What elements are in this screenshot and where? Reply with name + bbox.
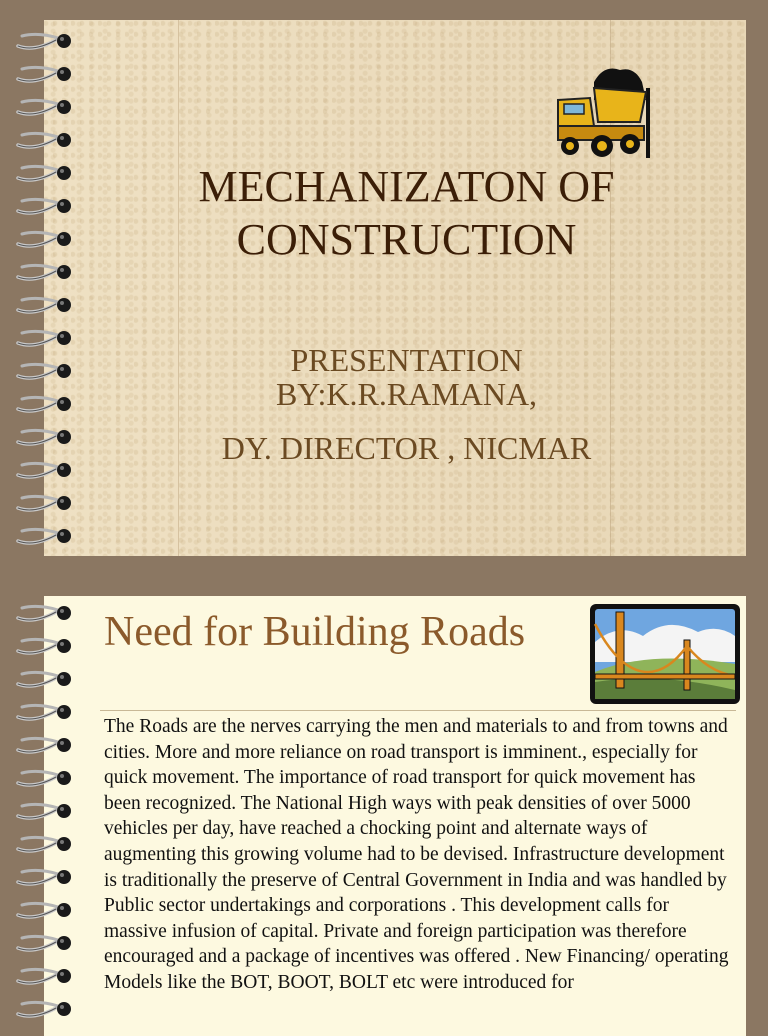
spiral-ring-icon: [14, 998, 76, 1020]
spiral-ring-icon: [14, 327, 76, 349]
spiral-ring-icon: [14, 195, 76, 217]
spiral-ring-icon: [14, 833, 76, 855]
bridge-icon: [588, 602, 742, 706]
title-line-2: CONSTRUCTION: [236, 215, 577, 264]
presenter-role: DY. DIRECTOR , NICMAR: [221, 430, 592, 466]
spiral-ring-icon: [14, 800, 76, 822]
title-line-1: MECHANIZATON OF: [198, 162, 615, 211]
spiral-ring-icon: [14, 228, 76, 250]
spiral-ring-icon: [14, 932, 76, 954]
spiral-ring-icon: [14, 668, 76, 690]
spiral-ring-icon: [14, 96, 76, 118]
spiral-ring-icon: [14, 635, 76, 657]
presenter-block: [164, 343, 649, 411]
slide-1: [44, 20, 746, 556]
spiral-ring-icon: [14, 866, 76, 888]
spiral-ring-icon: [14, 459, 76, 481]
spiral-ring-icon: [14, 426, 76, 448]
spiral-ring-icon: [14, 129, 76, 151]
slide-title: [134, 160, 679, 266]
presenter-line-2: BY:K.R.RAMANA,: [275, 376, 538, 412]
spiral-ring-icon: [14, 734, 76, 756]
spiral-ring-icon: [14, 701, 76, 723]
spiral-ring-icon: [14, 965, 76, 987]
spiral-ring-icon: [14, 899, 76, 921]
spiral-ring-icon: [14, 360, 76, 382]
spiral-ring-icon: [14, 63, 76, 85]
spiral-ring-icon: [14, 294, 76, 316]
spiral-ring-icon: [14, 162, 76, 184]
spiral-ring-icon: [14, 30, 76, 52]
heading-divider: [100, 710, 736, 711]
presenter-line-1: PRESENTATION: [290, 342, 523, 378]
spiral-ring-icon: [14, 525, 76, 547]
paper-line: [178, 20, 179, 556]
spiral-ring-icon: [14, 767, 76, 789]
dump-truck-icon: [554, 60, 654, 160]
body-paragraph: The Roads are the nerves carrying the men and materials to and from towns and cities. More and more reliance on road transport is imminent., especially for quick movement. The importance of road transport for quick movement has been recognized. The National High ways with peak densities of over 5000 vehicles per day, have reached a chocking point and alternate ways of augmenting this growing volume had to be devised. Infrastructure development is traditionally the preserve of Central Government in India and was handled by Public sector undertakings and corporations . This development calls for massive infusion of capital. Private and foreign participation was therefore encouraged and a package of incentives was offered . New Financing/ operating Models like the BOT, BOOT, BOLT etc were introduced for: [104, 716, 729, 993]
slide-heading: Need for Building Roads: [104, 609, 526, 655]
slide-2: [44, 596, 746, 1036]
spiral-ring-icon: [14, 393, 76, 415]
spiral-ring-icon: [14, 492, 76, 514]
spiral-ring-icon: [14, 261, 76, 283]
spiral-ring-icon: [14, 602, 76, 624]
